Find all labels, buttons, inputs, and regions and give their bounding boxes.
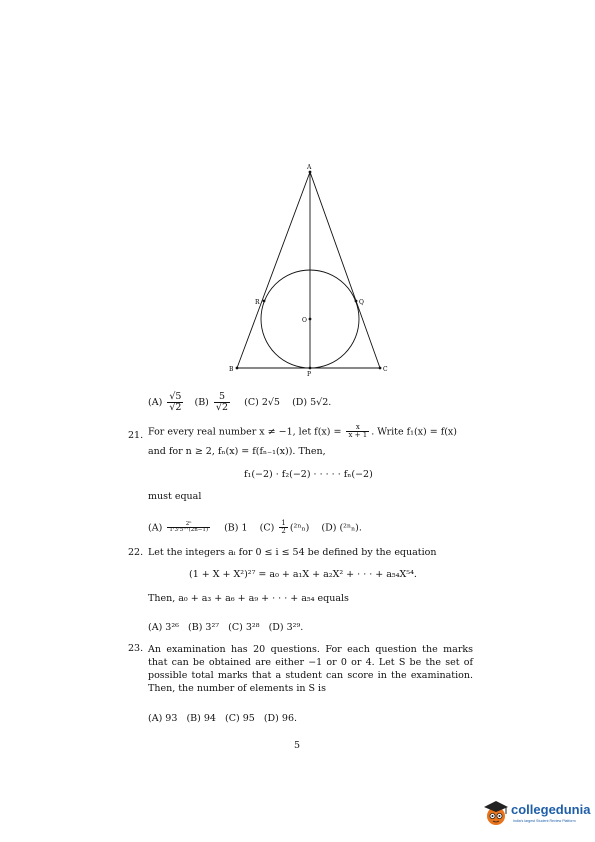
point-r	[263, 300, 266, 303]
q23-text: An examination has 20 questions. For each question the marks that can be obtained are either −1 or 0 or 4. Let S be the set of possible total marks that a student can score in the examination. Then, the number of elements in S is	[148, 644, 473, 694]
figure-svg	[225, 160, 395, 380]
q22-options: (A) 3²⁶ (B) 3²⁷ (C) 3²⁸ (D) 3²⁹.	[148, 622, 304, 633]
q23-number: 23.	[128, 643, 144, 654]
collegedunia-logo	[480, 796, 590, 832]
q21-option-d: (D) (²ⁿₙ).	[321, 522, 362, 534]
q21-display-equation: f₁(−2) · f₂(−2) · · · · · fₙ(−2)	[244, 469, 373, 480]
q20-option-b-fraction: $\frac{5}{√2}$	[215, 391, 229, 413]
label-b: B	[229, 366, 234, 373]
q22-number: 22.	[128, 547, 144, 558]
q21-option-b: (B) 1	[224, 522, 248, 534]
q21-options	[148, 520, 362, 536]
label-r: R	[255, 299, 260, 306]
q21-option-c: (C)	[259, 522, 275, 534]
q21-option-c-binom: (²ⁿₙ)	[289, 522, 310, 534]
point-o	[309, 318, 312, 321]
logo-wordmark: collegedunia	[511, 802, 591, 817]
q21-fraction: $\frac{x}{x + 1}$	[348, 423, 368, 440]
label-c: C	[383, 366, 388, 373]
q21-option-a: (A)	[148, 522, 163, 534]
q22-line1: Let the integers aᵢ for 0 ≤ i ≤ 54 be defined by the equation	[148, 547, 437, 558]
q21-line3: must equal	[148, 491, 202, 502]
q20-option-d: (D) 5√2.	[292, 396, 332, 408]
q22-display-equation: (1 + X + X²)²⁷ = a₀ + a₁X + a₂X² + · · · + a₅₄X⁵⁴.	[189, 569, 417, 580]
point-b	[236, 367, 239, 370]
q21-option-c-half: $\frac{1}{2}$	[281, 519, 286, 536]
point-q	[355, 300, 358, 303]
point-c	[379, 367, 382, 370]
q23-options: (A) 93 (B) 94 (C) 95 (D) 96.	[148, 713, 298, 724]
point-p	[309, 367, 312, 370]
q20-option-c: (C) 2√5	[244, 396, 280, 408]
q21-line1: For every real number x ≠ −1, let f(x) = $\frac{x}{x + 1}$ . Write f₁(x) = f(x)	[148, 423, 457, 440]
label-o: O	[302, 317, 307, 324]
q22-line2: Then, a₀ + a₃ + a₆ + a₉ + · · · + a₅₄ equals	[148, 593, 349, 604]
label-q: Q	[359, 299, 364, 306]
q20-option-b: (B)	[194, 396, 209, 408]
label-a: A	[307, 164, 312, 171]
logo-tagline: India's largest Student Review Platform	[513, 819, 576, 823]
q20-option-a: (A)	[148, 396, 163, 408]
q20-options	[148, 392, 331, 413]
q21-option-a-fraction: $\frac{\text{2ⁿ}}{1\cdot 3\cdot 5\cdot\cdot\cdot(2n-1)}$	[169, 520, 208, 534]
triangle-incircle-figure	[225, 160, 395, 383]
label-p: P	[307, 371, 312, 378]
q21-number: 21.	[128, 430, 144, 441]
mascot-icon	[482, 799, 510, 829]
q20-option-a-fraction: $\frac{√5}{√2}$	[169, 391, 182, 413]
point-a	[309, 171, 312, 174]
q21-line2: and for n ≥ 2, fₙ(x) = f(fₙ₋₁(x)). Then,	[148, 446, 326, 457]
page-number: 5	[294, 740, 301, 751]
